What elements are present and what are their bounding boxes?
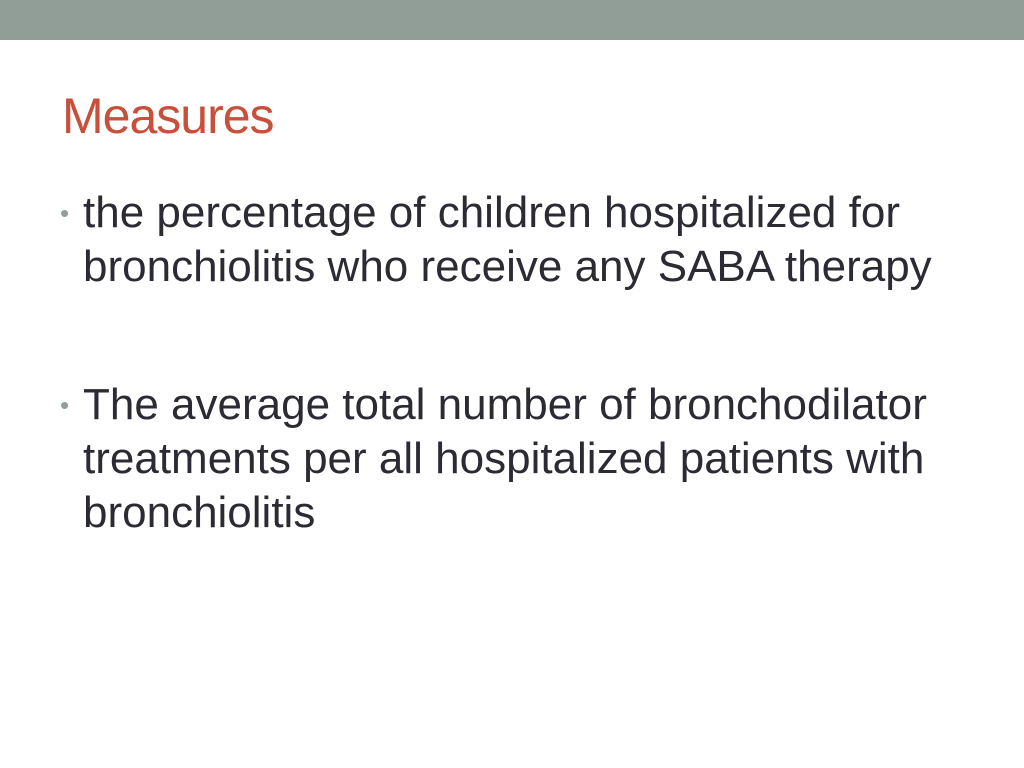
bullet-text: the percentage of children hospitalized for bronchiolitis who receive any SABA therapy [83, 188, 932, 291]
bullet-text: The average total number of bronchodilator treatments per all hospitalized patients with bronchiolitis [83, 380, 927, 537]
slide-title: Measures [62, 88, 274, 144]
bullet-dot-icon: • [60, 198, 70, 228]
top-accent-bar [0, 0, 1024, 40]
bullet-item [60, 186, 980, 294]
bullet-item [60, 378, 980, 540]
bullet-dot-icon: • [60, 390, 70, 420]
bullet-list [60, 186, 980, 540]
